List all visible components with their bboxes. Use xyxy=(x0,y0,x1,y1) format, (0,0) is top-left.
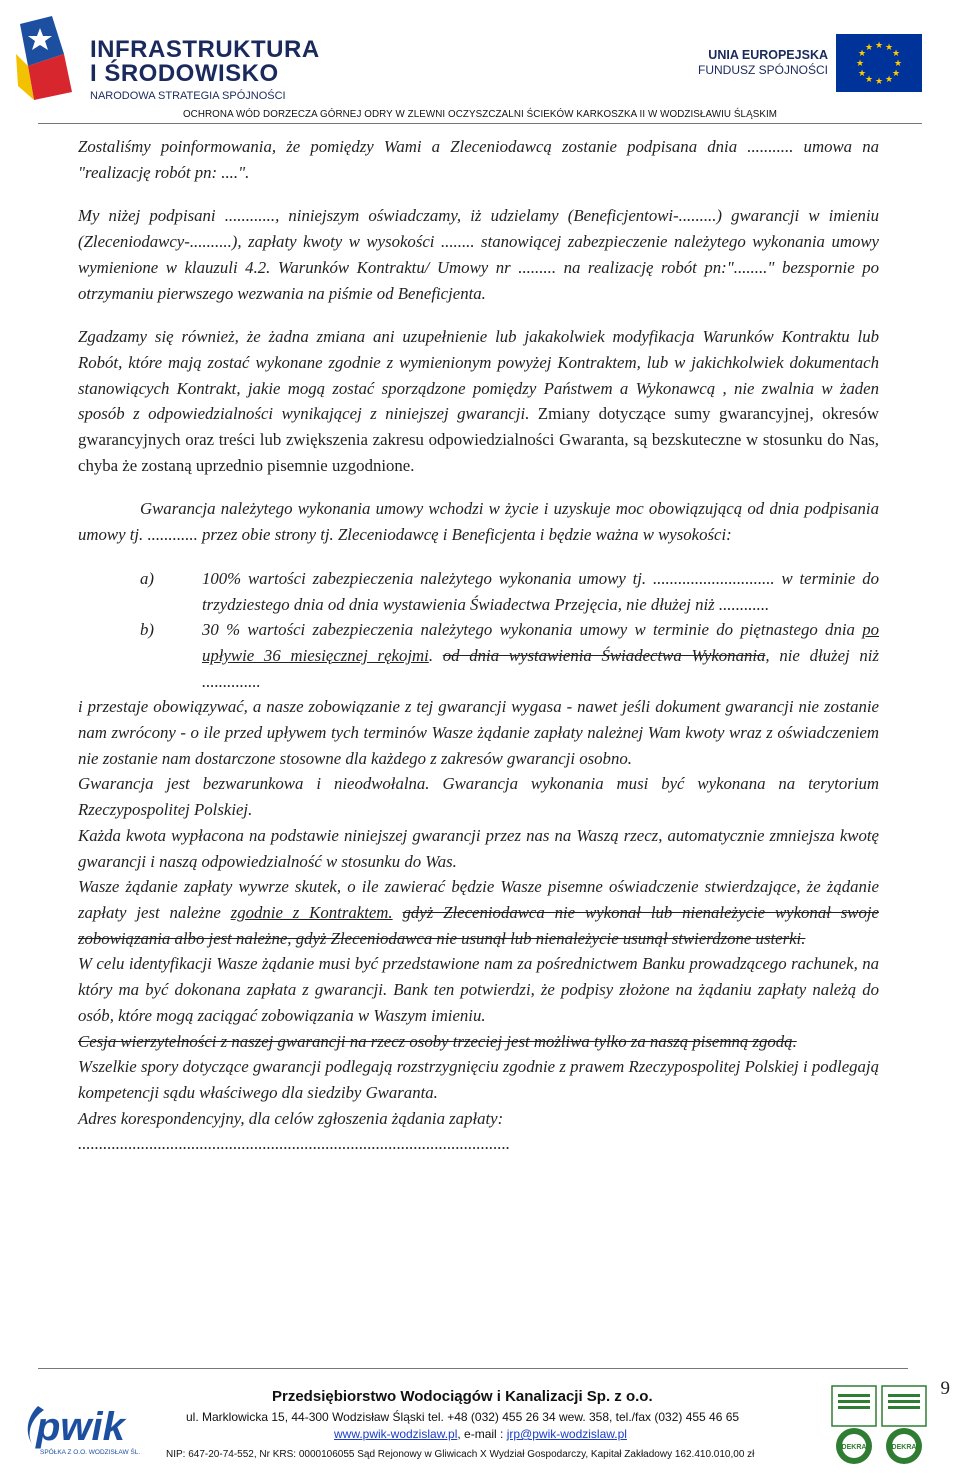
svg-text:★: ★ xyxy=(864,75,874,85)
project-title: OCHRONA WÓD DORZECZA GÓRNEJ ODRY W ZLEWNI OCZYSZCZALNI ŚCIEKÓW KARKOSZKA II W WODZISŁAWIU ŚLĄSKIM xyxy=(182,109,778,120)
list-text-b xyxy=(202,617,879,694)
logo-title-line2: I ŚRODOWISKO xyxy=(90,60,279,87)
svg-text:★: ★ xyxy=(891,69,901,79)
list-text-b-strike: od dnia wystawienia Świadectwa Wykonania xyxy=(442,645,766,665)
email-label: , e-mail : xyxy=(457,1427,507,1441)
paragraph-address-dots: ....................................................................................................... xyxy=(78,1134,511,1154)
list-text-b-underline: po upływie 36 miesięcznej rękojmi xyxy=(202,620,879,665)
pwik-logo-subtitle: SPÓŁKA Z O.O. WODZISŁAW ŚL. xyxy=(40,1449,141,1456)
consent-changes-text: Zmiany dotyczące sumy gwarancyjnej, okresów gwarancyjnych oraz treści lub zwiększenia zakresu odpowiedzialności Gwaranta, są bezskuteczne w stosunku do Nas, chyba że zostaną uprzednio pisemnie uzgodnione. xyxy=(78,404,880,475)
header-divider xyxy=(38,123,922,124)
star-flag-icon xyxy=(12,14,82,106)
paragraph-identification: W celu identyfikacji Wasze żądanie musi być przedstawione nam za pośrednictwem Banku prowadzącego rachunek, na który ma być dokonana zapłata z gwarancji. Bank ten potwierdzi, że podpisy złożone na żądaniu zapłaty należą do osób, które mogą zaciągać zobowiązania w Waszym imieniu. xyxy=(78,954,879,1025)
list-item-b xyxy=(140,617,879,694)
paragraph-unconditional: Gwarancja jest bezwarunkowa i nieodwołalna. Gwarancja wykonania musi być wykonana na terytorium Rzeczypospolitej Polskiej. xyxy=(78,774,879,820)
demand-text: Wasze żądanie zapłaty wywrze skutek, o ile zawierać będzie Wasze pisemne oświadczenie stwierdzające, że żądanie zapłaty jest należne xyxy=(78,877,879,922)
eu-fund: FUNDUSZ SPÓJNOŚCI xyxy=(697,63,828,77)
paragraph-demand xyxy=(78,874,879,951)
iso-certificate-badge xyxy=(830,1384,878,1466)
company-name: Przedsiębiorstwo Wodociągów i Kanalizacji Sp. z o.o. xyxy=(272,1388,653,1405)
list-marker-b: b) xyxy=(140,620,154,640)
list-item-a xyxy=(140,566,879,617)
pwik-logo xyxy=(18,1386,146,1466)
paragraph-disputes: Wszelkie spory dotyczące gwarancji podlegają rozstrzygnięciu zgodnie z prawem Rzeczypospolitej Polskiej i podlegają kompetencji sądu właściwego dla siedziby Gwaranta. xyxy=(78,1057,879,1102)
website-link[interactable]: www.pwik-wodzislaw.pl xyxy=(334,1427,458,1441)
svg-text:★: ★ xyxy=(855,59,865,69)
company-contact xyxy=(334,1427,627,1441)
svg-text:DEKRA: DEKRA xyxy=(841,1444,867,1451)
paragraph-notice: Zostaliśmy poinformowania, że pomiędzy Wami a Zleceniodawcą zostanie podpisana dnia ........... umowa na "realizację robót pn: ....". xyxy=(78,137,879,182)
infrastruktura-logo xyxy=(12,14,320,106)
eu-flag-icon xyxy=(836,34,922,92)
svg-text:★: ★ xyxy=(857,49,867,59)
paragraph-cession-strike: Cesja wierzytelności z naszej gwarancji na rzecz osoby trzeciej jest możliwa tylko za naszą pisemną zgodą. xyxy=(78,1031,797,1051)
logo-subtitle: NARODOWA STRATEGIA SPÓJNOŚCI xyxy=(90,90,286,102)
email-link[interactable]: jrp@pwik-wodzislaw.pl xyxy=(506,1427,627,1441)
page-number: 9 xyxy=(940,1378,950,1399)
svg-text:★: ★ xyxy=(857,69,867,79)
svg-text:★: ★ xyxy=(884,43,894,53)
list-text-a: 100% wartości zabezpieczenia należytego wykonania umowy tj. ............................. w terminie do trzydziestego dnia od dnia wystawienia Świadectwa Przejęcia, nie dłużej niż ............ xyxy=(202,568,879,614)
paragraph-expiry: i przestaje obowiązywać, a nasze zobowiązanie z tej gwarancji wygasa - nawet jeśli dokument gwarancji nie zostanie nam zwrócony - o ile przed upływem tych terminów Wasze żądanie zapłaty należnej Wam kwoty wraz z oświadczeniem nie zostanie nam dostarczone stosowne dla każdego z zakresów gwarancji osobno. xyxy=(78,697,879,768)
paragraph-validity: Gwarancja należytego wykonania umowy wchodzi w życie i uzyskuje moc obowiązującą od dnia podpisania umowy tj. ............ przez obie strony tj. Zleceniodawcę i Beneficjenta i będzie ważna w wysokości: xyxy=(78,499,879,545)
paragraph-consent xyxy=(78,324,879,478)
paragraph-declaration: My niżej podpisani ............, niniejszym oświadczamy, iż udzielamy (Beneficjentowi-.........) gwarancji w imieniu (Zleceniodawcy-..........), zapłaty kwoty w wysokości ........ stanowiącej zabezpieczenie należytego wykonania umowy wymienione w klauzuli 4.2. Warunków Kontraktu/ Umowy nr ......... na realizację robót pn:"........" bezspornie po otrzymaniu pierwszego wezwania na piśmie od Beneficjenta. xyxy=(78,206,879,303)
svg-text:★: ★ xyxy=(864,43,874,53)
demand-space xyxy=(393,903,403,922)
document-body xyxy=(78,134,879,1157)
pwik-logo-text: pwik xyxy=(36,1405,125,1449)
svg-text:★: ★ xyxy=(874,77,884,87)
company-registration: NIP: 647-20-74-552, Nr KRS: 0000106055 Sąd Rejonowy w Gliwicach X Wydział Gospodarczy, Kapitał Zakładowy 162.410.010,00 zł xyxy=(166,1449,755,1460)
svg-text:★: ★ xyxy=(891,49,901,59)
demand-underline: zgodnie z Kontraktem. xyxy=(230,902,393,922)
list-text-b-part2: . xyxy=(428,645,443,665)
list-text-b-part1: 30 % wartości zabezpieczenia należytego wykonania umowy w terminie do piętnastego dnia xyxy=(202,620,863,640)
paragraph-reduction: Każda kwota wypłacona na podstawie niniejszej gwarancji przez nas na Waszą rzecz, automatycznie zmniejsza kwotę gwarancji i naszą odpowiedzialność w stosunku do Was. xyxy=(78,825,879,871)
svg-text:★: ★ xyxy=(893,59,903,69)
footer-divider xyxy=(38,1368,908,1369)
company-address: ul. Marklowicka 15, 44-300 Wodzisław Śląski tel. +48 (032) 455 26 34 wew. 358, tel./fax (032) 455 46 65 xyxy=(186,1410,740,1424)
environment-certificate-badge xyxy=(880,1384,928,1466)
eu-title: UNIA EUROPEJSKA xyxy=(708,48,828,62)
svg-text:★: ★ xyxy=(874,41,884,51)
list-marker-a: a) xyxy=(140,568,154,588)
demand-strike: gdyż Zleceniodawca nie wykonał lub nienależycie wykonał swoje zobowiązania albo jest należne, gdyż Zleceniodawca nie usunął lub nienależycie usunął stwierdzone usterki. xyxy=(78,902,879,948)
paragraph-address-label: Adres korespondencyjny, dla celów zgłoszenia żądania zapłaty: xyxy=(78,1108,504,1128)
consent-text: Zgadzamy się również, że żadna zmiana ani uzupełnienie lub jakakolwiek modyfikacja Warunków Kontraktu lub Robót, które mają zostać wykonane zgodnie z wymienionym powyżej Kontraktem, lub w jakichkolwiek dokumentach stanowiących Kontrakt, jakie mogą zostać sporządzone pomiędzy Państwem a Wykonawcą , nie zwalnia w żaden sposób z odpowiedzialności wynikającej z niniejszej gwarancji. xyxy=(78,327,879,424)
svg-text:★: ★ xyxy=(884,75,894,85)
logo-title-line1: INFRASTRUKTURA xyxy=(90,36,320,63)
svg-text:DEKRA: DEKRA xyxy=(891,1444,917,1451)
list-text-b-part3: , nie dłużej niż .............. xyxy=(202,645,880,691)
